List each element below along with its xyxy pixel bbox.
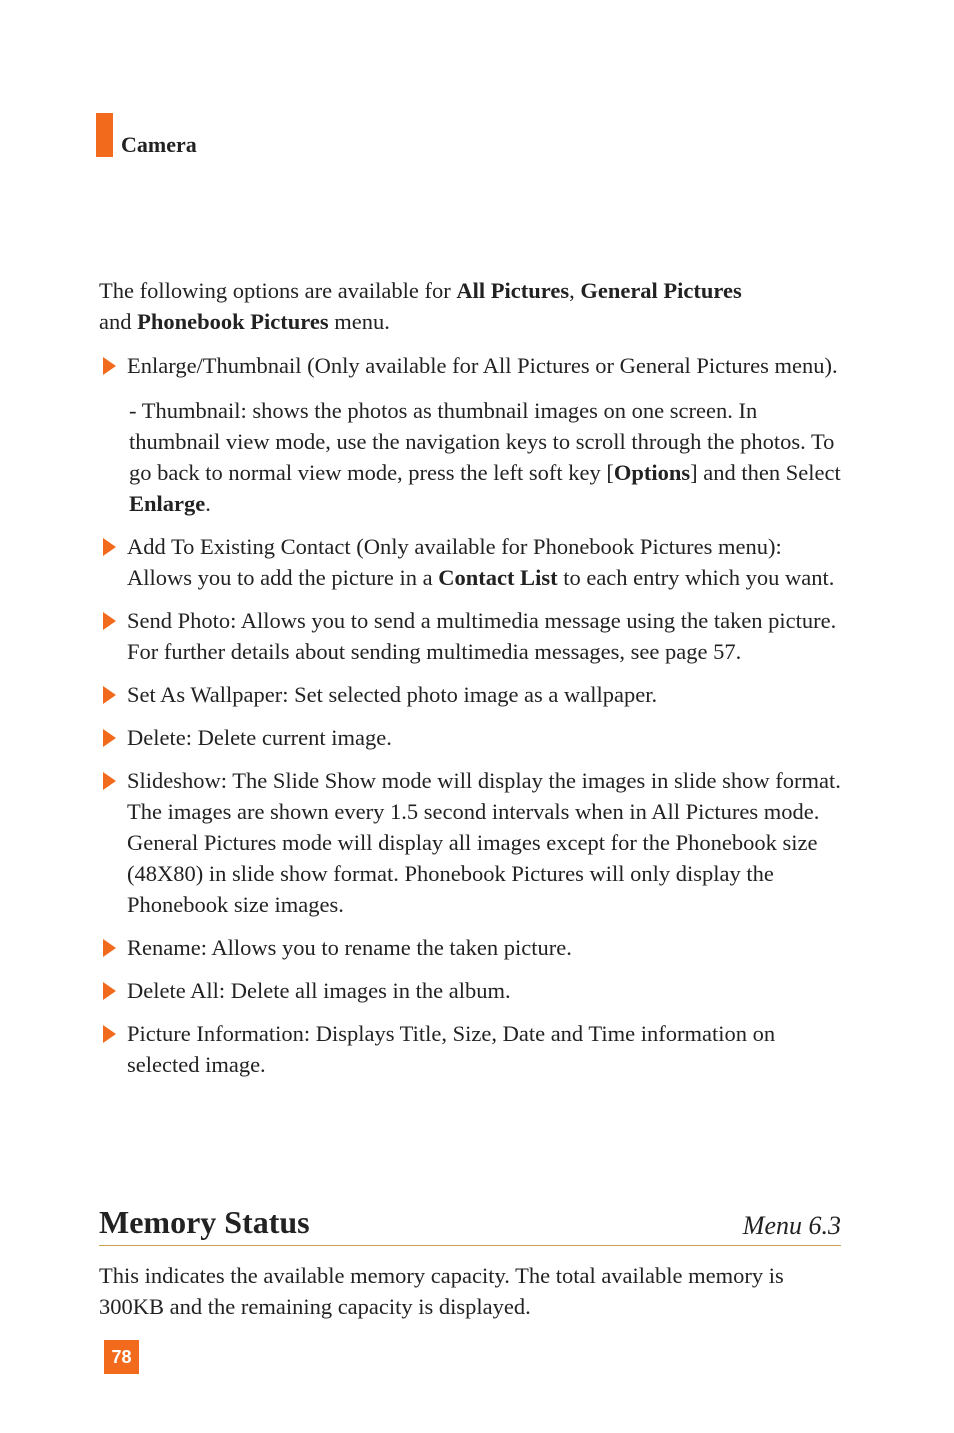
- bullet-slideshow: Slideshow: The Slide Show mode will display the images in slide show format. The images are shown every 1.5 second intervals when in All Pictures mode. General Pictures mode will display all images except for the Phonebook size (48X80) in slide show format. Phonebook Pictures will only display the Phonebook size images.: [99, 765, 841, 920]
- bullet-picture-information: Picture Information: Displays Title, Size, Date and Time information on selected image.: [99, 1018, 841, 1080]
- arrow-bullet-icon: [103, 538, 116, 556]
- phonebook-pictures-term: Phonebook Pictures: [137, 309, 329, 334]
- bullet-send-photo: Send Photo: Allows you to send a multimedia message using the taken picture. For further details about sending multimedia messages, see page 57.: [99, 605, 841, 667]
- page-number-badge: [104, 1340, 139, 1374]
- bullet-enlarge-thumbnail: Enlarge/Thumbnail (Only available for All Pictures or General Pictures menu). - Thumbnail: shows the photos as thumbnail images on one screen. In thumbnail view mode, use the navigation keys to scroll through the photos. To go back to normal view mode, press the left soft key [Options] and then Select Enlarge.: [99, 350, 841, 519]
- section-body: This indicates the available memory capacity. The total available memory is 300KB and the remaining capacity is displayed.: [99, 1263, 784, 1319]
- section-header: [99, 1203, 841, 1246]
- header-accent-bar: [96, 113, 113, 157]
- arrow-bullet-icon: [103, 939, 116, 957]
- bullet-rename: Rename: Allows you to rename the taken picture.: [99, 932, 841, 963]
- bullet-delete-all: Delete All: Delete all images in the album.: [99, 975, 841, 1006]
- bullet-add-to-contact: Add To Existing Contact (Only available for Phonebook Pictures menu): Allows you to add the picture in a Contact List to each entry which you want.: [99, 531, 841, 593]
- content: [99, 275, 841, 1092]
- arrow-bullet-icon: [103, 982, 116, 1000]
- arrow-bullet-icon: [103, 772, 116, 790]
- general-pictures-term: General Pictures: [580, 278, 742, 303]
- header-title: Camera: [121, 132, 197, 157]
- section-title: Memory Status: [99, 1204, 310, 1240]
- bullet-set-as-wallpaper: Set As Wallpaper: Set selected photo image as a wallpaper.: [99, 679, 841, 710]
- arrow-bullet-icon: [103, 612, 116, 630]
- arrow-bullet-icon: [103, 357, 116, 375]
- arrow-bullet-icon: [103, 686, 116, 704]
- all-pictures-term: All Pictures: [456, 278, 570, 303]
- bullet-delete: Delete: Delete current image.: [99, 722, 841, 753]
- intro-paragraph: The following options are available for All Pictures, General Pictures and Phonebook Pictures menu.: [99, 278, 742, 334]
- arrow-bullet-icon: [103, 729, 116, 747]
- thumbnail-description: - Thumbnail: shows the photos as thumbnail images on one screen. In thumbnail view mode, use the navigation keys to scroll through the photos. To go back to normal view mode, press the left soft key [Options] and then Select Enlarge.: [129, 398, 841, 516]
- arrow-bullet-icon: [103, 1025, 116, 1043]
- page-number: 78: [111, 1347, 132, 1367]
- section-menu-number: Menu 6.3: [742, 1211, 841, 1240]
